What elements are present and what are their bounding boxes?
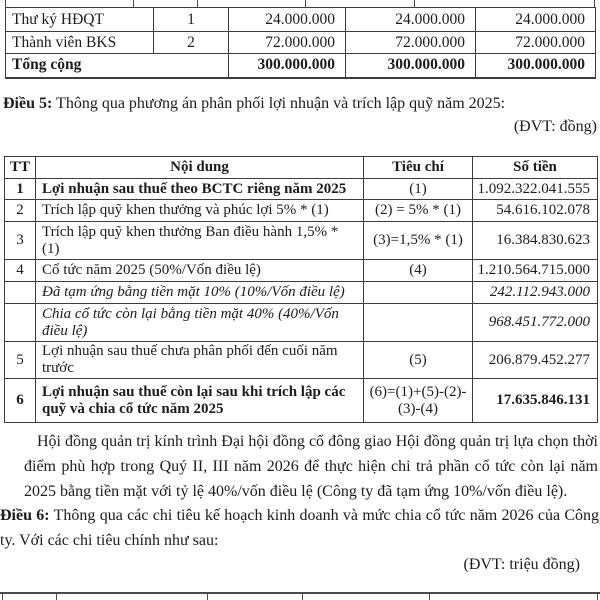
amount-cell: 300.000.000	[476, 54, 596, 78]
content-cell: Đã tạm ứng bằng tiền mặt 10% (10%/Vốn điều lệ)	[36, 282, 364, 304]
role-cell: Thư ký HĐQT	[6, 8, 154, 32]
tt-cell: 4	[5, 260, 36, 282]
table-cut-edge	[5, 0, 6, 7]
amount-cell: 1.092.322.041.555	[473, 179, 598, 200]
amount-cell: 968.451.772.000	[473, 304, 598, 342]
table-subrow	[5, 304, 598, 342]
criteria-cell: (2) = 5% * (1)	[364, 200, 473, 222]
table-row	[5, 260, 598, 282]
unit-note-trieu-dong: (ĐVT: triệu đồng)	[463, 556, 580, 573]
tt-cell: 3	[5, 222, 36, 260]
article-6-text: Thông qua các chi tiêu kế hoạch kinh doanh và mức chia cổ tức năm 2026 của Công ty. Với các chi tiêu chính như sau:	[0, 507, 600, 549]
criteria-cell	[364, 304, 473, 342]
tt-cell	[5, 304, 36, 342]
tt-cell: 6	[5, 379, 36, 423]
table-header-row	[5, 157, 598, 179]
table-cut-edge	[207, 594, 208, 600]
amount-cell: 16.384.830.623	[473, 222, 598, 260]
criteria-cell: (3)=1,5% * (1)	[364, 222, 473, 260]
table-cut-edge	[429, 594, 430, 600]
criteria-cell: (5)	[364, 342, 473, 379]
content-cell: Lợi nhuận sau thuế còn lại sau khi trích lập các quỹ và chia cổ tức năm 2025	[36, 379, 364, 423]
amount-cell: 24.000.000	[229, 8, 346, 32]
amount-cell: 300.000.000	[346, 54, 476, 78]
header-tieu-chi: Tiêu chí	[364, 157, 473, 179]
table-total-row	[6, 54, 596, 78]
table-subrow	[5, 282, 598, 304]
table-row	[6, 32, 596, 54]
content-cell: Trích lập quỹ khen thưởng Ban điều hành 1,5% * (1)	[36, 222, 364, 260]
total-label-cell: Tổng cộng	[6, 54, 229, 78]
amount-cell: 24.000.000	[476, 8, 596, 32]
table-row	[5, 179, 598, 200]
tt-cell	[5, 282, 36, 304]
role-cell: Thành viên BKS	[6, 32, 154, 54]
table-row	[5, 379, 598, 423]
profit-distribution-table	[4, 156, 598, 423]
article-6-heading	[0, 503, 599, 553]
amount-cell: 72.000.000	[346, 32, 476, 54]
amount-cell: 242.112.943.000	[473, 282, 598, 304]
header-tt: TT	[5, 157, 36, 179]
table-cut-edge	[594, 0, 595, 7]
criteria-cell: (4)	[364, 260, 473, 282]
content-cell: Lợi nhuận sau thuế theo BCTC riêng năm 2025	[36, 179, 364, 200]
content-cell: Chia cổ tức còn lại bằng tiền mặt 40% (40%/Vốn điều lệ)	[36, 304, 364, 342]
table-row	[5, 342, 598, 379]
amount-cell: 300.000.000	[229, 54, 346, 78]
count-cell: 1	[154, 8, 229, 32]
table-cut-edge	[56, 594, 57, 600]
tt-cell: 2	[5, 200, 36, 222]
criteria-cell: (6)=(1)+(5)-(2)-(3)-(4)	[364, 379, 473, 423]
table-cut-edge	[2, 594, 3, 600]
amount-cell: 24.000.000	[346, 8, 476, 32]
content-cell: Lợi nhuận sau thuế chưa phân phối đến cuối năm trước	[36, 342, 364, 379]
content-cell: Cổ tức năm 2025 (50%/Vốn điều lệ)	[36, 260, 364, 282]
article-6-label: Điều 6:	[0, 507, 50, 524]
header-noi-dung: Nội dung	[36, 157, 364, 179]
count-cell: 2	[154, 32, 229, 54]
unit-note-dong: (ĐVT: đồng)	[513, 118, 597, 135]
tt-cell: 5	[5, 342, 36, 379]
tt-cell: 1	[5, 179, 36, 200]
amount-cell: 17.635.846.131	[473, 379, 598, 423]
amount-cell: 54.616.102.078	[473, 200, 598, 222]
dividend-payment-paragraph: Hội đồng quản trị kính trình Đại hội đồng cổ đông giao Hội đồng quản trị lựa chọn thời điểm phù hợp trong Quý II, III năm 2026 để thực hiện chi trả phần cổ tức còn lại năm 2025 bằng tiền mặt với tỷ lệ 40%/vốn điều lệ (Công ty đã tạm ứng 10%/vốn điều lệ).	[24, 433, 598, 500]
article-5-heading	[3, 91, 598, 116]
table-row	[6, 8, 596, 32]
table-cut-edge	[305, 0, 306, 7]
article-5-text: Thông qua phương án phân phối lợi nhuận và trích lập quỹ năm 2025:	[56, 95, 506, 112]
table-row	[5, 200, 598, 222]
amount-cell: 206.879.452.277	[473, 342, 598, 379]
remuneration-table	[5, 7, 596, 79]
table-cut-edge	[133, 0, 134, 7]
criteria-cell: (1)	[364, 179, 473, 200]
content-cell: Trích lập quỹ khen thưởng và phúc lợi 5% * (1)	[36, 200, 364, 222]
header-so-tien: Số tiền	[473, 157, 598, 179]
next-table-top-border	[0, 592, 600, 594]
amount-cell: 1.210.564.715.000	[473, 260, 598, 282]
table-cut-edge	[302, 594, 303, 600]
article-5-label: Điều 5:	[3, 95, 53, 112]
amount-cell: 72.000.000	[229, 32, 346, 54]
table-cut-edge	[197, 0, 198, 7]
criteria-cell	[364, 282, 473, 304]
table-row	[5, 222, 598, 260]
table-cut-edge	[597, 594, 598, 600]
table-cut-edge	[414, 0, 415, 7]
amount-cell: 72.000.000	[476, 32, 596, 54]
